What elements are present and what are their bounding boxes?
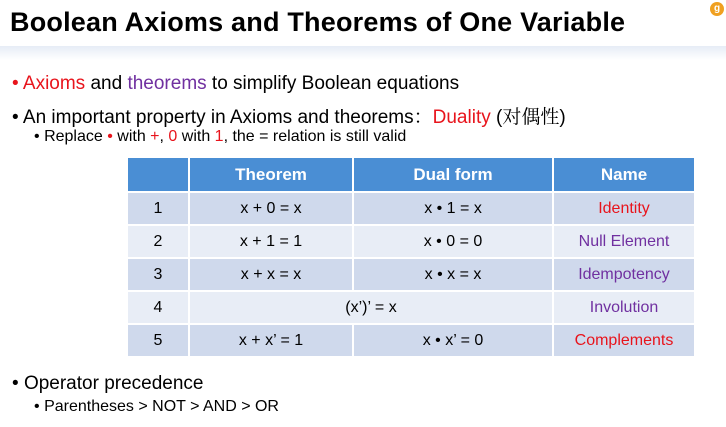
name-cell: Null Element [553,225,695,258]
corner-badge-icon: g [710,2,724,16]
with-text-2: with [177,128,215,145]
axioms-table [126,156,696,358]
plus-symbol: + [150,128,160,145]
row-number: 5 [127,324,189,357]
header-name: Name [553,157,695,192]
duality-chinese-text: (对偶性) [490,107,566,128]
with-text-1: with [112,128,151,145]
table-row [127,258,695,291]
operator-precedence-text: Operator precedence [23,373,204,394]
table-row [127,192,695,225]
sub-bullet-marker: • [34,398,40,415]
row-number: 2 [127,225,189,258]
table-row [127,225,695,258]
bullet-operator-precedence [12,373,204,395]
duality-text: Duality [432,107,491,128]
zero-symbol: 0 [168,128,178,145]
sub-bullet-parentheses [34,398,279,416]
name-cell: Idempotency [553,258,695,291]
duality-intro-text: An important property in Axioms and theorems： [22,107,433,128]
bullet-rest-text: to simplify Boolean equations [206,73,460,94]
theorem-cell: x + 0 = x [189,192,353,225]
and-dot-symbol: • [107,128,113,145]
one-symbol: 1 [214,128,224,145]
precedence-order-text: Parentheses > NOT > AND > OR [44,398,279,415]
page-title: Boolean Axioms and Theorems of One Variable [10,7,626,37]
header-dual-form: Dual form [353,157,553,192]
theorems-text: theorems [127,73,207,94]
table-header-row [127,157,695,192]
bullet-duality [12,102,566,129]
merged-theorem-cell: (x’)’ = x [189,291,553,324]
bullet-marker: • [12,373,19,394]
sub-bullet-replace [34,128,406,146]
header-theorem: Theorem [189,157,353,192]
theorem-cell: x + x = x [189,258,353,291]
bullet-marker: • [12,73,19,94]
and-text: and [85,73,128,94]
row-number: 3 [127,258,189,291]
comma-text: , [159,128,169,145]
replace-text: Replace [44,128,108,145]
dual-cell: x • x’ = 0 [353,324,553,357]
bullet-marker: • [12,107,19,128]
sub-bullet-marker: • [34,128,40,145]
name-cell: Involution [553,291,695,324]
dual-cell: x • 0 = 0 [353,225,553,258]
row-number: 4 [127,291,189,324]
row-number: 1 [127,192,189,225]
bullet-axioms-theorems [12,73,459,95]
name-cell: Complements [553,324,695,357]
dual-cell: x • x = x [353,258,553,291]
theorem-cell: x + x’ = 1 [189,324,353,357]
header-number [127,157,189,192]
axioms-text: Axioms [22,73,86,94]
table-row [127,291,695,324]
replace-rest-text: , the = relation is still valid [223,128,407,145]
title-divider [0,46,726,60]
table-row [127,324,695,357]
theorem-cell: x + 1 = 1 [189,225,353,258]
dual-cell: x • 1 = x [353,192,553,225]
name-cell: Identity [553,192,695,225]
